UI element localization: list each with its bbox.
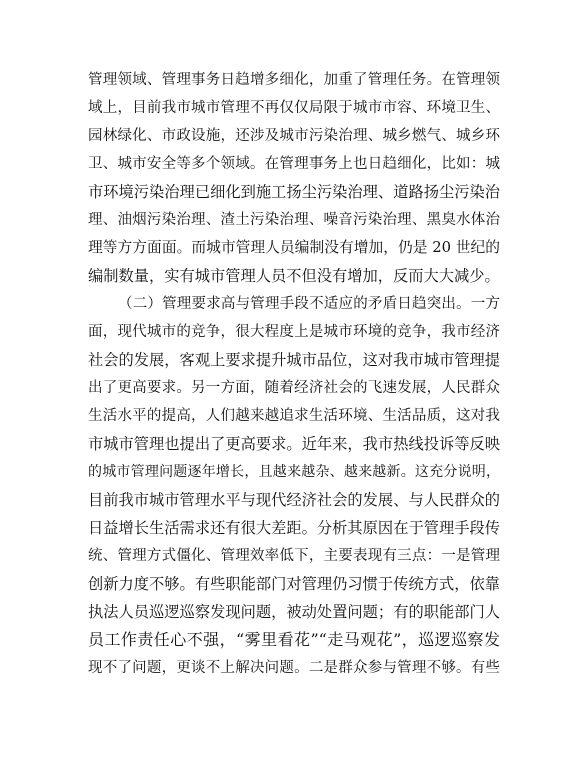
text-line: 的城市管理问题逐年增长，且越来越杂、越来越新。这充分说明， (88, 464, 500, 480)
text-line: 园林绿化、市政设施，还涉及城市污染治理、城乡燃气、城乡环 (88, 128, 500, 144)
section-heading-line: （二）管理要求高与管理手段不适应的矛盾日趋突出。一方 (118, 296, 500, 312)
text-line: 管理领域、管理事务日趋增多细化，加重了管理任务。在管理领 (88, 72, 500, 88)
text-line: 执法人员巡逻巡察发现问题，被动处置问题；有的职能部门人 (88, 603, 500, 621)
paragraph-end-line: 编制数量，实有城市管理人员不但没有增加，反而大大减少。 (88, 267, 500, 285)
text-line: 现不了问题，更谈不上解决问题。二是群众参与管理不够。有些 (88, 660, 500, 676)
text-line: 生活水平的提高，人们越来越追求生活环境、生活品质，这对我 (88, 408, 500, 424)
text-line: 统、管理方式僵化、管理效率低下，主要表现有三点：一是管理 (88, 548, 500, 564)
body-text (88, 66, 500, 682)
text-line: 目前我市城市管理水平与现代经济社会的发展、与人民群众的 (88, 491, 500, 509)
text-line: 市环境污染治理已细化到施工扬尘污染治理、道路扬尘污染治 (88, 183, 500, 201)
text-line: 社会的发展，客观上要求提升城市品位，这对我市城市管理提 (88, 351, 500, 369)
text-line: 日益增长生活需求还有很大差距。分析其原因在于管理手段传 (88, 519, 500, 537)
text-line: 面，现代城市的竞争，很大程度上是城市环境的竞争，我市经济 (88, 324, 500, 340)
text-line: 出了更高要求。另一方面，随着经济社会的飞速发展，人民群众 (88, 380, 500, 396)
text-line: 卫、城市安全等多个领域。在管理事务上也日趋细化，比如：城 (88, 156, 500, 172)
text-line: 创新力度不够。有些职能部门对管理仍习惯于传统方式，依靠 (88, 575, 500, 593)
text-line: 理等方方面面。而城市管理人员编制没有增加，仍是 20 世纪的 (88, 239, 500, 256)
text-line: 员工作责任心不强，“雾里看花”“走马观花”，巡逻巡察发 (88, 630, 500, 649)
text-line: 理、油烟污染治理、渣土污染治理、噪音污染治理、黑臭水体治 (88, 212, 500, 228)
text-line: 域上，目前我市城市管理不再仅仅局限于城市市容、环境卫生、 (88, 100, 500, 116)
text-line: 市城市管理也提出了更高要求。近年来，我市热线投诉等反映 (88, 435, 500, 453)
